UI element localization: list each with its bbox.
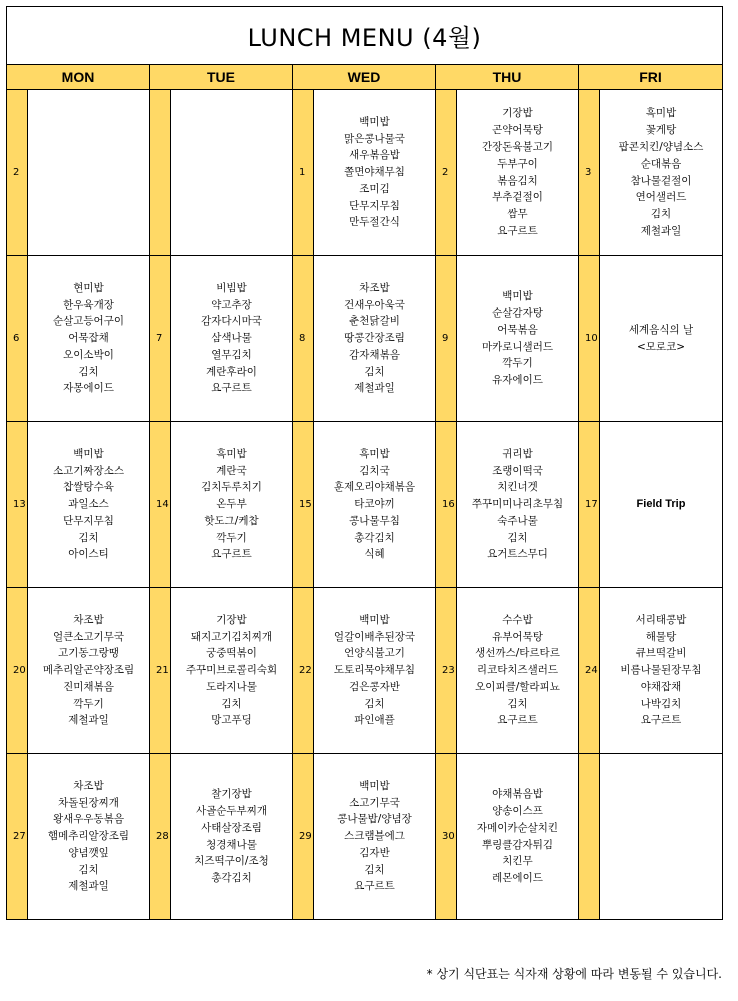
menu-item: Field Trip xyxy=(636,498,686,511)
date-number: 3 xyxy=(579,90,600,256)
daily-menu-cell xyxy=(171,422,293,588)
daily-menu-cell xyxy=(314,588,436,754)
menu-item: 차조밥 xyxy=(73,613,104,626)
menu-item: 계란후라이 xyxy=(206,365,257,378)
menu-item: 기장밥 xyxy=(502,107,533,120)
date-number: 9 xyxy=(436,256,457,422)
menu-item: 유자에이드 xyxy=(492,374,543,387)
menu-item: 김치 xyxy=(78,863,99,876)
menu-item: 주꾸미브로콜리숙회 xyxy=(185,664,278,677)
menu-item: 핫도그/케찹 xyxy=(204,514,259,527)
date-number: 2 xyxy=(436,90,457,256)
menu-item: 야채잡채 xyxy=(640,680,682,693)
daily-menu-cell xyxy=(171,90,293,256)
menu-item: 요구르트 xyxy=(354,880,395,893)
menu-item: 왕새우우동볶음 xyxy=(52,813,124,826)
daily-menu-cell xyxy=(314,422,436,588)
menu-item: 언양식불고기 xyxy=(344,647,405,660)
menu-item: 비빔밥 xyxy=(216,281,247,294)
menu-item: 진미채볶음 xyxy=(63,680,114,693)
menu-item: 백미밥 xyxy=(359,115,390,128)
menu-item: 김치 xyxy=(507,697,528,710)
date-number: 13 xyxy=(7,422,28,588)
menu-item: 참나물겉절이 xyxy=(630,174,692,187)
daily-menu-cell xyxy=(28,754,150,920)
menu-item: 도토리묵야채무침 xyxy=(333,664,416,677)
menu-item: 도라지나물 xyxy=(206,680,257,693)
menu-item: 콩나물무침 xyxy=(349,514,400,527)
date-number: 29 xyxy=(293,754,314,920)
menu-item: 귀리밥 xyxy=(502,447,533,460)
menu-item: 치킨무 xyxy=(502,855,533,868)
menu-item: 식혜 xyxy=(364,548,385,561)
menu-item: 고기동그랑땡 xyxy=(58,647,119,660)
menu-item: 쌈무 xyxy=(507,208,528,221)
menu-item: 김치 xyxy=(650,208,672,221)
menu-item: 온두부 xyxy=(216,498,247,511)
menu-item: <모로코> xyxy=(636,340,686,353)
menu-item: 제철과일 xyxy=(68,714,109,727)
daily-menu-cell xyxy=(600,90,723,256)
menu-item: 햄메추리알장조림 xyxy=(47,830,130,843)
menu-item: 순살감자탕 xyxy=(492,306,543,319)
menu-item: 파인애플 xyxy=(354,714,395,727)
daily-menu-cell xyxy=(171,588,293,754)
menu-item: 김치 xyxy=(221,697,242,710)
menu-item: 볶음김치 xyxy=(497,174,538,187)
menu-item: 차조밥 xyxy=(359,281,390,294)
daily-menu-cell xyxy=(28,422,150,588)
menu-item: 비름나물된장무침 xyxy=(620,664,702,677)
daily-menu-cell xyxy=(28,256,150,422)
daily-menu-cell xyxy=(171,256,293,422)
daily-menu-cell xyxy=(314,90,436,256)
menu-item: 곤약어묵탕 xyxy=(492,124,543,137)
date-number: 2 xyxy=(7,90,28,256)
menu-item: 김치 xyxy=(78,365,99,378)
menu-item: 제철과일 xyxy=(354,382,395,395)
menu-item: 아이스티 xyxy=(68,548,109,561)
menu-item: 치킨너겟 xyxy=(497,481,538,494)
week-row xyxy=(7,754,723,920)
menu-item: 서리태콩밥 xyxy=(635,613,687,626)
menu-item: 치즈떡구이/조청 xyxy=(194,855,269,868)
week-row xyxy=(7,588,723,754)
weekday-header: MON xyxy=(7,65,150,90)
menu-item: 과일소스 xyxy=(68,498,109,511)
date-number: 7 xyxy=(150,256,171,422)
menu-item: 김치국 xyxy=(359,464,390,477)
week-row xyxy=(7,256,723,422)
daily-menu-cell xyxy=(600,588,723,754)
menu-item: 감자채볶음 xyxy=(349,348,400,361)
menu-item: 소고기무국 xyxy=(349,796,400,809)
menu-item: 백미밥 xyxy=(359,613,390,626)
menu-item: 궁중떡볶이 xyxy=(206,647,257,660)
date-number xyxy=(150,90,171,256)
menu-item: 단무지무침 xyxy=(63,514,114,527)
date-number: 1 xyxy=(293,90,314,256)
menu-item: 약고추장 xyxy=(211,298,252,311)
menu-item: 열무김치 xyxy=(211,348,252,361)
weekday-header: THU xyxy=(436,65,579,90)
menu-item: 현미밥 xyxy=(73,281,104,294)
menu-item: 요구르트 xyxy=(497,714,538,727)
menu-item: 찰기장밥 xyxy=(211,788,252,801)
menu-item: 쭈꾸미미나리초무침 xyxy=(471,498,564,511)
menu-item: 요구르트 xyxy=(640,714,682,727)
menu-item: 새우볶음밥 xyxy=(349,149,400,162)
menu-item: 흑미밥 xyxy=(216,447,247,460)
daily-menu-cell xyxy=(600,256,723,422)
menu-item: 양념깻잎 xyxy=(68,846,109,859)
date-number: 10 xyxy=(579,256,600,422)
menu-item: 김치 xyxy=(364,365,385,378)
menu-item: 콩나물밥/양념장 xyxy=(337,813,412,826)
date-number: 20 xyxy=(7,588,28,754)
menu-item: 훈제오리야채볶음 xyxy=(333,481,416,494)
menu-item: 제철과일 xyxy=(68,880,109,893)
menu-item: 요구르트 xyxy=(211,548,252,561)
date-number: 30 xyxy=(436,754,457,920)
menu-item: 조미김 xyxy=(359,182,390,195)
week-row xyxy=(7,90,723,256)
menu-item: 얼갈이배추된장국 xyxy=(333,630,416,643)
menu-item: 스크램블에그 xyxy=(344,830,405,843)
date-number: 16 xyxy=(436,422,457,588)
lunch-menu-table xyxy=(6,6,723,920)
menu-item: 수수밥 xyxy=(502,613,533,626)
menu-item: 김자반 xyxy=(359,846,390,859)
menu-item: 오이소박이 xyxy=(63,348,114,361)
menu-item: 찹쌀탕수육 xyxy=(63,481,114,494)
menu-item: 계란국 xyxy=(216,464,247,477)
daily-menu-cell xyxy=(28,588,150,754)
menu-item: 돼지고기김치찌개 xyxy=(190,630,273,643)
date-number: 15 xyxy=(293,422,314,588)
daily-menu-cell xyxy=(457,90,579,256)
daily-menu-cell xyxy=(171,754,293,920)
menu-item: 깍두기 xyxy=(73,697,104,710)
menu-item: 망고푸딩 xyxy=(211,714,252,727)
date-number: 14 xyxy=(150,422,171,588)
menu-item: 기장밥 xyxy=(216,613,247,626)
menu-item: 차돌된장찌개 xyxy=(58,796,119,809)
menu-item: 감자다시마국 xyxy=(201,315,262,328)
date-number: 27 xyxy=(7,754,28,920)
menu-item: 단무지무침 xyxy=(349,199,400,212)
menu-item: 레몬에이드 xyxy=(492,872,543,885)
menu-item: 큐브떡갈비 xyxy=(635,647,687,660)
date-number: 8 xyxy=(293,256,314,422)
menu-item: 간장돈육불고기 xyxy=(481,140,553,153)
menu-item: 어묵잡채 xyxy=(68,332,109,345)
menu-item: 연어샐러드 xyxy=(635,191,687,204)
date-number: 21 xyxy=(150,588,171,754)
daily-menu-cell xyxy=(600,754,723,920)
daily-menu-cell xyxy=(600,422,723,588)
menu-item: 만두절간식 xyxy=(349,216,400,229)
daily-menu-cell xyxy=(457,422,579,588)
menu-item: 청경채나물 xyxy=(206,838,257,851)
date-number: 17 xyxy=(579,422,600,588)
menu-item: 숙주나물 xyxy=(497,514,538,527)
menu-item: 김치 xyxy=(78,531,99,544)
menu-item: 해물탕 xyxy=(645,630,677,643)
menu-item: 삼색나물 xyxy=(211,332,252,345)
menu-item: 자메이카순살치킨 xyxy=(476,821,559,834)
menu-item: 오이피클/할라피뇨 xyxy=(475,680,560,693)
menu-item: 메추리알곤약장조림 xyxy=(42,664,135,677)
menu-title: LUNCH MENU (4월) xyxy=(7,7,723,65)
date-number: 23 xyxy=(436,588,457,754)
menu-item: 깍두기 xyxy=(502,357,533,370)
menu-item: 백미밥 xyxy=(73,447,104,460)
menu-item: 소고기짜장소스 xyxy=(52,464,124,477)
date-number: 6 xyxy=(7,256,28,422)
daily-menu-cell xyxy=(28,90,150,256)
menu-item: 순살고등어구이 xyxy=(52,315,124,328)
menu-item: 김치 xyxy=(364,697,385,710)
menu-item: 생선까스/타르타르 xyxy=(475,647,560,660)
menu-item: 뿌링클감자튀김 xyxy=(481,838,553,851)
footnote: * 상기 식단표는 식자재 상황에 따라 변동될 수 있습니다. xyxy=(426,967,722,981)
menu-item: 깍두기 xyxy=(216,531,247,544)
menu-item: 흑미밥 xyxy=(359,447,390,460)
menu-item: 사태살장조림 xyxy=(201,821,262,834)
menu-item: 춘천닭갈비 xyxy=(349,315,400,328)
menu-item: 순대볶음 xyxy=(640,157,682,170)
menu-item: 검은콩자반 xyxy=(349,680,400,693)
menu-item: 요구르트 xyxy=(211,382,252,395)
menu-item: 차조밥 xyxy=(73,779,104,792)
menu-item: 세계음식의 날 xyxy=(628,323,694,336)
weeks-body xyxy=(7,90,723,920)
menu-item: 타코야끼 xyxy=(354,498,395,511)
menu-item: 건새우아욱국 xyxy=(344,298,405,311)
week-row xyxy=(7,422,723,588)
daily-menu-cell xyxy=(314,754,436,920)
weekday-header: FRI xyxy=(579,65,723,90)
daily-menu-cell xyxy=(457,754,579,920)
date-number: 28 xyxy=(150,754,171,920)
menu-item: 땅콩간장조림 xyxy=(344,332,405,345)
menu-item: 리코타치즈샐러드 xyxy=(476,664,559,677)
menu-item: 사골순두부찌개 xyxy=(195,804,267,817)
menu-item: 백미밥 xyxy=(502,290,533,303)
date-number: 22 xyxy=(293,588,314,754)
menu-item: 나박김치 xyxy=(640,697,682,710)
menu-item: 한우육개장 xyxy=(63,298,114,311)
menu-item: 총각김치 xyxy=(354,531,395,544)
menu-item: 얼큰소고기무국 xyxy=(52,630,124,643)
menu-item: 김치 xyxy=(364,863,385,876)
menu-item: 김치 xyxy=(507,531,528,544)
menu-item: 맑은콩나물국 xyxy=(344,132,405,145)
menu-item: 요거트스무디 xyxy=(487,548,548,561)
daily-menu-cell xyxy=(314,256,436,422)
menu-item: 자몽에이드 xyxy=(63,382,114,395)
menu-item: 흑미밥 xyxy=(645,107,677,120)
menu-item: 요구르트 xyxy=(497,224,538,237)
weekday-header: WED xyxy=(293,65,436,90)
daily-menu-cell xyxy=(457,256,579,422)
menu-item: 총각김치 xyxy=(211,872,252,885)
menu-item: 두부구이 xyxy=(497,157,538,170)
menu-item: 제철과일 xyxy=(640,224,682,237)
menu-item: 마카로니샐러드 xyxy=(481,340,553,353)
menu-item: 쫄면야채무침 xyxy=(344,166,405,179)
menu-item: 백미밥 xyxy=(359,779,390,792)
menu-item: 팝콘치킨/양념소스 xyxy=(618,140,704,153)
menu-item: 조랭이떡국 xyxy=(492,464,543,477)
menu-item: 유부어묵탕 xyxy=(492,630,543,643)
menu-item: 양송이스프 xyxy=(492,804,543,817)
menu-item: 부추겉절이 xyxy=(492,191,543,204)
menu-item: 김치두루치기 xyxy=(201,481,262,494)
weekday-header: TUE xyxy=(150,65,293,90)
menu-item: 꽃게탕 xyxy=(645,124,677,137)
date-number: 24 xyxy=(579,588,600,754)
menu-item: 야채볶음밥 xyxy=(492,788,543,801)
weekday-header-row xyxy=(7,65,723,90)
menu-item: 어묵볶음 xyxy=(497,323,538,336)
daily-menu-cell xyxy=(457,588,579,754)
date-number xyxy=(579,754,600,920)
